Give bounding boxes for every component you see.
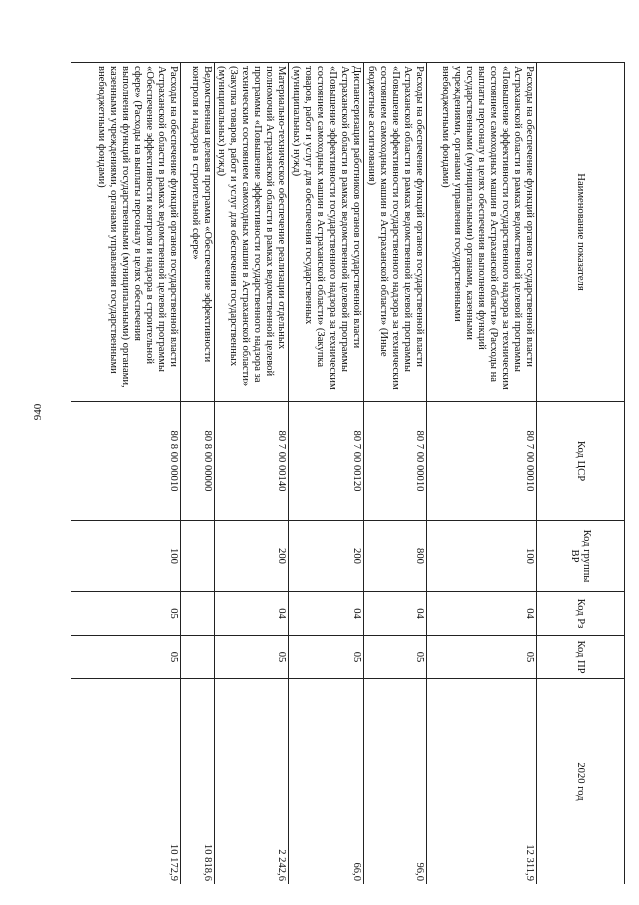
row-rz: 05: [71, 592, 180, 636]
rotated-page-area: [71, 62, 625, 884]
table-row: [427, 63, 537, 885]
row-rz: 04: [427, 592, 537, 636]
row-rz: 04: [289, 592, 364, 636]
row-rz: [180, 592, 214, 636]
row-pr: [180, 636, 214, 679]
table-row: [180, 63, 214, 885]
row-amount: 10 818,6: [180, 679, 214, 885]
row-name: Расходы на обеспечение функций органов государственной власти Астраханской области в рамках ведомственной целевой программы «Повышение эффективности государственного надзора за техническим состоянием самоходных машин в Астраханской области» (Расходы на выплаты персоналу в целях обеспечения выполнения функций государственными (муниципальными) органами, казенными учреждениями, органами управления государственными внебюджетными фондами): [427, 63, 537, 402]
row-vr: 800: [364, 521, 427, 592]
row-pr: 05: [427, 636, 537, 679]
page-number: 940: [32, 403, 44, 421]
row-pr: 05: [214, 636, 289, 679]
table-row: [71, 63, 180, 885]
row-pr: 05: [364, 636, 427, 679]
header-rz: Код Рз: [537, 592, 625, 636]
row-csr: 80 7 00 00010: [364, 402, 427, 521]
row-vr: [180, 521, 214, 592]
header-name: Наименование показателя: [537, 63, 625, 402]
header-vr: Код группы ВР: [537, 521, 625, 592]
row-name: Ведомственная целевая программа «Обеспечение эффективности контроля и надзора в строительной сфере»: [180, 63, 214, 402]
header-csr: Код ЦСР: [537, 402, 625, 521]
row-name: Диспансеризация работников органов государственной власти Астраханской области в рамках ведомственной целевой программы «Повышение эффективности государственного надзора за техническим состоянием самоходных машин в Астраханской области» (Закупка товаров, работ и услуг для обеспечения государственных (муниципальных) нужд): [289, 63, 364, 402]
row-vr: 200: [214, 521, 289, 592]
row-amount: 96,0: [364, 679, 427, 885]
row-vr: 200: [289, 521, 364, 592]
row-csr: 80 7 00 00140: [214, 402, 289, 521]
row-rz: 04: [364, 592, 427, 636]
table-row: [364, 63, 427, 885]
table-row: [289, 63, 364, 885]
budget-table: [71, 62, 625, 884]
header-year: 2020 год: [537, 679, 625, 885]
row-csr: 80 8 00 00010: [71, 402, 180, 521]
row-name: Расходы на обеспечение функций органов государственной власти Астраханской области в рамках ведомственной целевой программы «Повышение эффективности государственного надзора за техническим состоянием самоходных машин в Астраханской области» (Иные бюджетные ассигнования): [364, 63, 427, 402]
row-amount: 66,0: [289, 679, 364, 885]
row-amount: 12 311,9: [427, 679, 537, 885]
row-name: Материально-техническое обеспечение реализации отдельных полномочий Астраханской области в рамках ведомственной целевой программы «Повышение эффективности государственного надзора за техническим состоянием самоходных машин в Астраханской области» (Закупка товаров, работ и услуг для обеспечения государственных (муниципальных) нужд): [214, 63, 289, 402]
row-amount: 10 172,9: [71, 679, 180, 885]
table-header-row: [537, 63, 625, 885]
table-row: [214, 63, 289, 885]
rotated-table-container: [71, 62, 625, 884]
row-vr: 100: [427, 521, 537, 592]
row-name: Расходы на обеспечение функций органов государственной власти Астраханской области в рамках ведомственной целевой программы «Обеспечение эффективности контроля и надзора в строительной сфере» (Расходы на выплаты персоналу в целях обеспечения выполнения функций государственными (муниципальными) органами, казенными учреждениями, органами управления государственными внебюджетными фондами): [71, 63, 180, 402]
row-pr: 05: [289, 636, 364, 679]
row-csr: 80 8 00 00000: [180, 402, 214, 521]
row-vr: 100: [71, 521, 180, 592]
row-rz: 04: [214, 592, 289, 636]
row-csr: 80 7 00 00010: [427, 402, 537, 521]
row-amount: 2 242,6: [214, 679, 289, 885]
row-pr: 05: [71, 636, 180, 679]
header-pr: Код ПР: [537, 636, 625, 679]
row-csr: 80 7 00 00120: [289, 402, 364, 521]
